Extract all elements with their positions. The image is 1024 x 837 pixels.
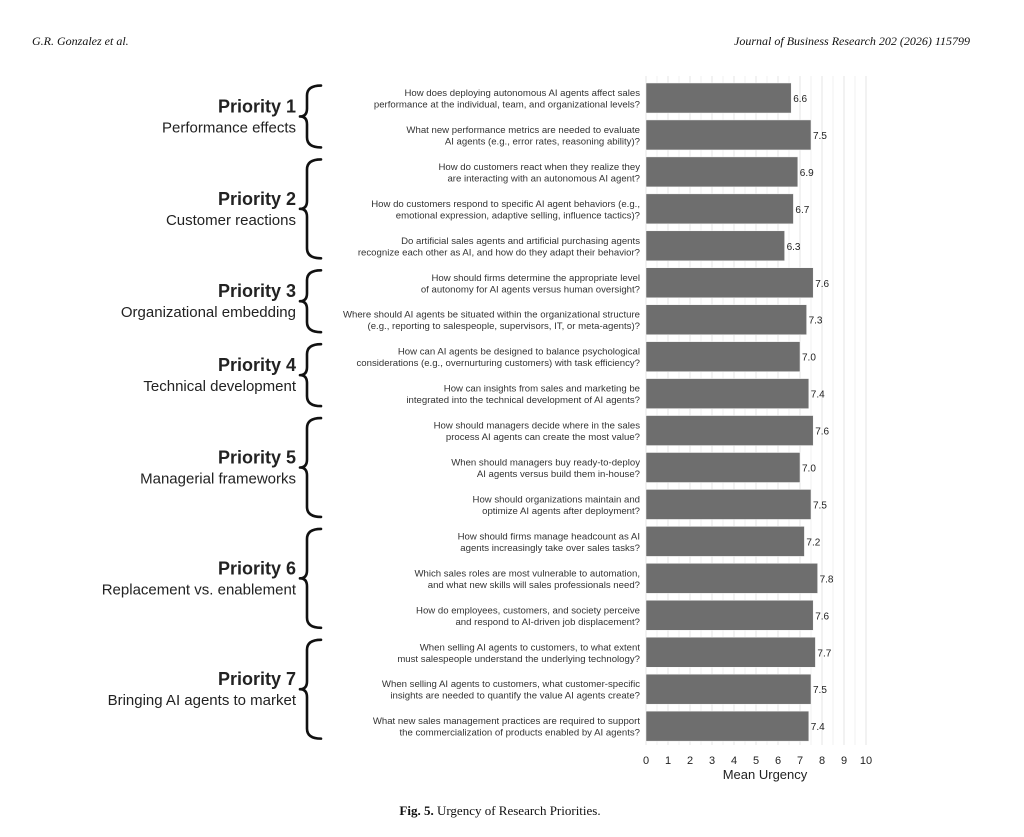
- question-label-line: How should firms manage headcount as AI: [457, 531, 640, 543]
- group-brace-3: [300, 270, 321, 332]
- question-label-line: How do customers respond to specific AI agent behaviors (e.g.,: [371, 198, 640, 210]
- priority-title: Priority 7: [217, 669, 296, 690]
- x-tick-label: 2: [686, 755, 694, 767]
- question-label-line: When should managers buy ready-to-deploy: [451, 457, 640, 469]
- group-brace-4: [300, 344, 321, 406]
- bar-p4-1: [646, 342, 800, 372]
- bar-p5-2: [646, 453, 800, 483]
- question-label-line: How should organizations maintain and: [472, 494, 640, 506]
- question-label-line: recognize each other as AI, and how do they adapt their behavior?: [357, 247, 640, 259]
- group-brace-2: [300, 159, 321, 258]
- bar-p3-1: [646, 268, 813, 298]
- priority-subtitle: Organizational embedding: [120, 304, 296, 322]
- bar-p2-3: [646, 231, 785, 261]
- bar-value-label: 7.7: [817, 648, 832, 660]
- question-label-line: AI agents versus build them in-house?: [476, 469, 640, 480]
- bar-p6-3: [646, 600, 813, 630]
- group-brace-5: [300, 418, 321, 517]
- question-label-line: and what new skills will sales professionals need?: [427, 579, 640, 591]
- priority-title: Priority 3: [217, 281, 296, 302]
- bar-value-label: 7.4: [810, 389, 825, 401]
- figure-caption-label: Fig. 5.: [399, 803, 434, 818]
- question-label-line: What new performance metrics are needed to evaluate: [406, 124, 640, 136]
- running-header-authors: G.R. Gonzalez et al.: [32, 34, 129, 48]
- bar-value-label: 7.6: [815, 611, 830, 623]
- question-label-line: What new sales management practices are required to support: [372, 716, 640, 728]
- bar-value-label: 6.3: [786, 241, 801, 253]
- bar-p5-3: [646, 489, 811, 519]
- question-label-line: Do artificial sales agents and artificial purchasing agents: [401, 235, 640, 247]
- bar-value-label: 7.6: [815, 278, 830, 290]
- question-label-line: (e.g., reporting to salespeople, supervisors, IT, or meta-agents)?: [367, 321, 640, 333]
- question-label-line: of autonomy for AI agents versus human oversight?: [420, 284, 640, 296]
- bar-value-label: 7.6: [815, 426, 830, 438]
- x-tick-label: 0: [642, 755, 650, 767]
- x-tick-label: 7: [796, 755, 804, 767]
- bar-value-label: 7.2: [806, 537, 821, 549]
- question-label-line: Which sales roles are most vulnerable to automation,: [414, 568, 640, 580]
- bar-value-label: 7.5: [813, 685, 827, 697]
- priority-title: Priority 2: [217, 188, 296, 209]
- bar-p4-2: [646, 379, 809, 409]
- group-brace-6: [300, 529, 321, 628]
- x-tick-label: 9: [840, 755, 848, 767]
- question-label-line: performance at the individual, team, and organizational levels?: [373, 99, 640, 111]
- priority-title: Priority 6: [217, 558, 296, 579]
- bar-value-label: 7.4: [810, 722, 825, 734]
- bar-p3-2: [646, 305, 807, 335]
- question-label-line: must salespeople understand the underlying technology?: [397, 653, 640, 665]
- figure-caption-text: Urgency of Research Priorities.: [436, 803, 601, 818]
- question-label-line: and respond to AI-driven job displacement?: [455, 616, 640, 628]
- bar-value-label: 7.5: [813, 130, 827, 142]
- bar-p7-3: [646, 711, 809, 741]
- x-tick-label: 1: [664, 755, 672, 767]
- question-label-line: AI agents (e.g., error rates, reasoning ability)?: [444, 136, 640, 148]
- question-label-line: How can insights from sales and marketing be: [443, 383, 640, 395]
- bar-value-label: 6.6: [793, 94, 808, 105]
- bar-p2-1: [646, 157, 798, 187]
- question-label-line: integrated into the technical development of AI agents?: [406, 395, 640, 407]
- running-header-journal: Journal of Business Research 202 (2026) 115799: [734, 34, 970, 48]
- bar-p7-1: [646, 637, 815, 667]
- priority-title: Priority 4: [217, 355, 296, 376]
- priority-title: Priority 5: [217, 447, 296, 468]
- x-tick-label: 6: [774, 755, 782, 767]
- x-tick-label: 8: [818, 755, 826, 767]
- priority-subtitle: Customer reactions: [165, 211, 296, 229]
- figure-caption: [0, 803, 1000, 819]
- x-tick-label: 4: [730, 755, 738, 767]
- question-label-line: emotional expression, adaptive selling, influence tactics)?: [395, 210, 640, 222]
- bar-value-label: 7.0: [802, 463, 816, 475]
- question-label-line: optimize AI agents after deployment?: [482, 505, 640, 517]
- bar-p2-2: [646, 194, 793, 224]
- priority-subtitle: Technical development: [143, 378, 296, 396]
- bar-p6-2: [646, 563, 818, 593]
- question-label-line: are interacting with an autonomous AI agent?: [447, 173, 640, 185]
- bar-value-label: 6.9: [799, 167, 814, 179]
- bar-p7-2: [646, 674, 811, 704]
- priority-subtitle: Bringing AI agents to market: [107, 692, 296, 710]
- question-label-line: How do employees, customers, and society perceive: [416, 605, 640, 617]
- priority-subtitle: Performance effects: [162, 119, 296, 137]
- x-tick-label: 5: [752, 755, 760, 767]
- question-label-line: insights are needed to quantify the value AI agents create?: [390, 690, 640, 702]
- question-label-line: How should firms determine the appropriate level: [431, 272, 640, 284]
- x-tick-label: 3: [708, 755, 716, 767]
- priority-subtitle: Managerial frameworks: [140, 470, 296, 488]
- question-label-line: considerations (e.g., overnurturing customers) with task efficiency?: [356, 358, 640, 370]
- group-brace-1: [300, 86, 321, 148]
- question-label-line: When selling AI agents to customers, to what extent: [419, 642, 640, 654]
- bar-value-label: 7.3: [808, 315, 823, 327]
- bar-p5-1: [646, 416, 813, 446]
- question-label-line: process AI agents can create the most value?: [445, 432, 640, 444]
- x-tick-label: 10: [859, 755, 873, 767]
- x-axis-title: Mean Urgency: [722, 767, 808, 782]
- bar-p1-2: [646, 120, 811, 150]
- question-label-line: the commercialization of products enabled by AI agents?: [399, 727, 640, 739]
- question-label-line: How should managers decide where in the sales: [433, 420, 640, 432]
- priority-subtitle: Replacement vs. enablement: [101, 581, 296, 599]
- priority-title: Priority 1: [217, 96, 296, 117]
- question-label-line: Where should AI agents be situated within the organizational structure: [342, 309, 640, 321]
- question-label-line: When selling AI agents to customers, what customer-specific: [381, 679, 640, 691]
- question-label-line: agents increasingly take over sales tasks?: [460, 542, 640, 554]
- question-label-line: How does deploying autonomous AI agents affect sales: [404, 88, 640, 99]
- bar-value-label: 7.5: [813, 500, 827, 512]
- bar-value-label: 7.0: [802, 352, 816, 364]
- bar-value-label: 7.8: [819, 574, 834, 586]
- group-brace-7: [300, 640, 321, 739]
- bar-p6-1: [646, 526, 804, 556]
- question-label-line: How do customers react when they realize they: [438, 161, 640, 173]
- bar-value-label: 6.7: [795, 204, 810, 216]
- bar-p1-1: [646, 83, 791, 113]
- question-label-line: How can AI agents be designed to balance psychological: [397, 346, 640, 358]
